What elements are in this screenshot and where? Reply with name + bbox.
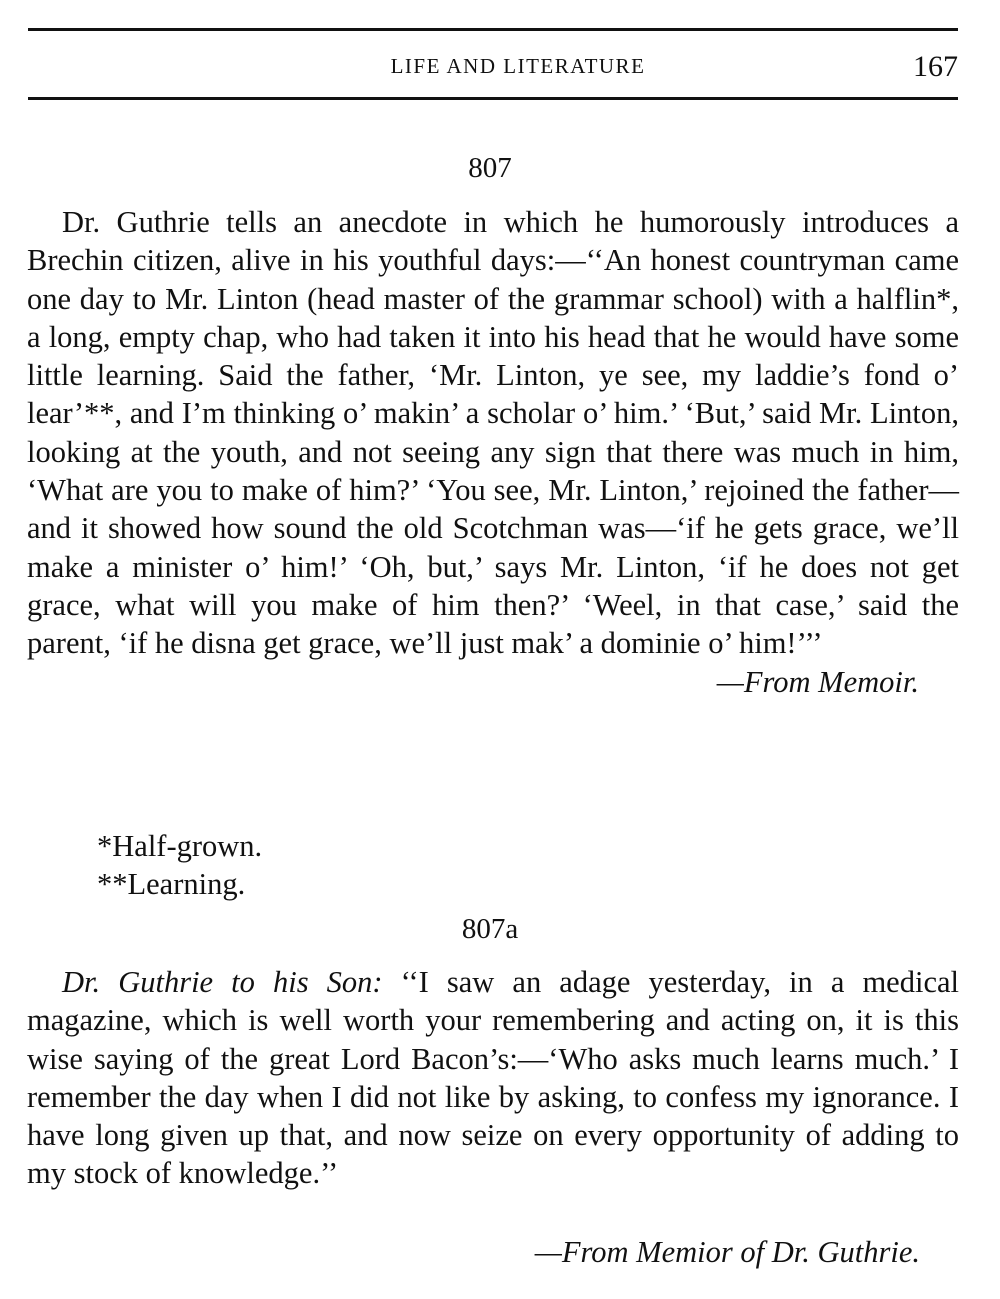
footnotes [97, 827, 262, 904]
entry-number-807a: 807a [461, 913, 519, 945]
top-rule [28, 28, 958, 31]
entry-807-body: Dr. Guthrie tells an anecdote in which he humorously introduces a Brechin citizen, alive in his youthful days:—‘‘An honest countryman came one day to Mr. Linton (head master of the grammar school) with a halflin*, a long, empty chap, who had taken it into his head that he would have some little learning. Said the father, ‘Mr. Linton, ye see, my laddie’s fond o’ lear’**, and I’m thinking o’ makin’ a scholar o’ him.’ ‘But,’ said Mr. Linton, looking at the youth, and not seeing any sign that there was much in him, ‘What are you to make of him?’ ‘You see, Mr. Linton,’ rejoined the father—and it showed how sound the old Scotchman was—‘if he gets grace, we’ll make a minister o’ him!’ ‘Oh, but,’ says Mr. Linton, ‘if he does not get grace, what will you make of him then?’ ‘Weel, in that case,’ said the parent, ‘if he disna get grace, we’ll just mak’ a dominie o’ him!’’’ [27, 205, 959, 661]
running-head [28, 50, 958, 83]
footnote-learning: **Learning. [97, 867, 246, 902]
entry-807a-lead: Dr. Guthrie to his Son: [62, 965, 383, 999]
footnote-half-grown: *Half-grown. [97, 829, 263, 863]
entry-807a-text [27, 963, 959, 1193]
entry-807-source: —From Memoir. [716, 664, 919, 699]
entry-number-807: 807 [468, 152, 512, 184]
entry-807a-body: ‘‘I saw an adage yesterday, in a medical magazine, which is well worth your remembering and acting on, it is this wise saying of the great Lord Bacon’s:—‘Who asks much learns much.’ I remember the day when I did not like by asking, to confess my ignorance. I have long given up that, and now seize on every opportunity of adding to my stock of knowledge.’’ [27, 965, 959, 1191]
running-title: LIFE AND LITERATURE [390, 54, 646, 78]
entry-807a-source: —From Memior of Dr. Guthrie. [534, 1235, 920, 1269]
entry-807-text [27, 203, 959, 701]
page-number: 167 [913, 50, 958, 83]
header-rule [28, 97, 958, 100]
